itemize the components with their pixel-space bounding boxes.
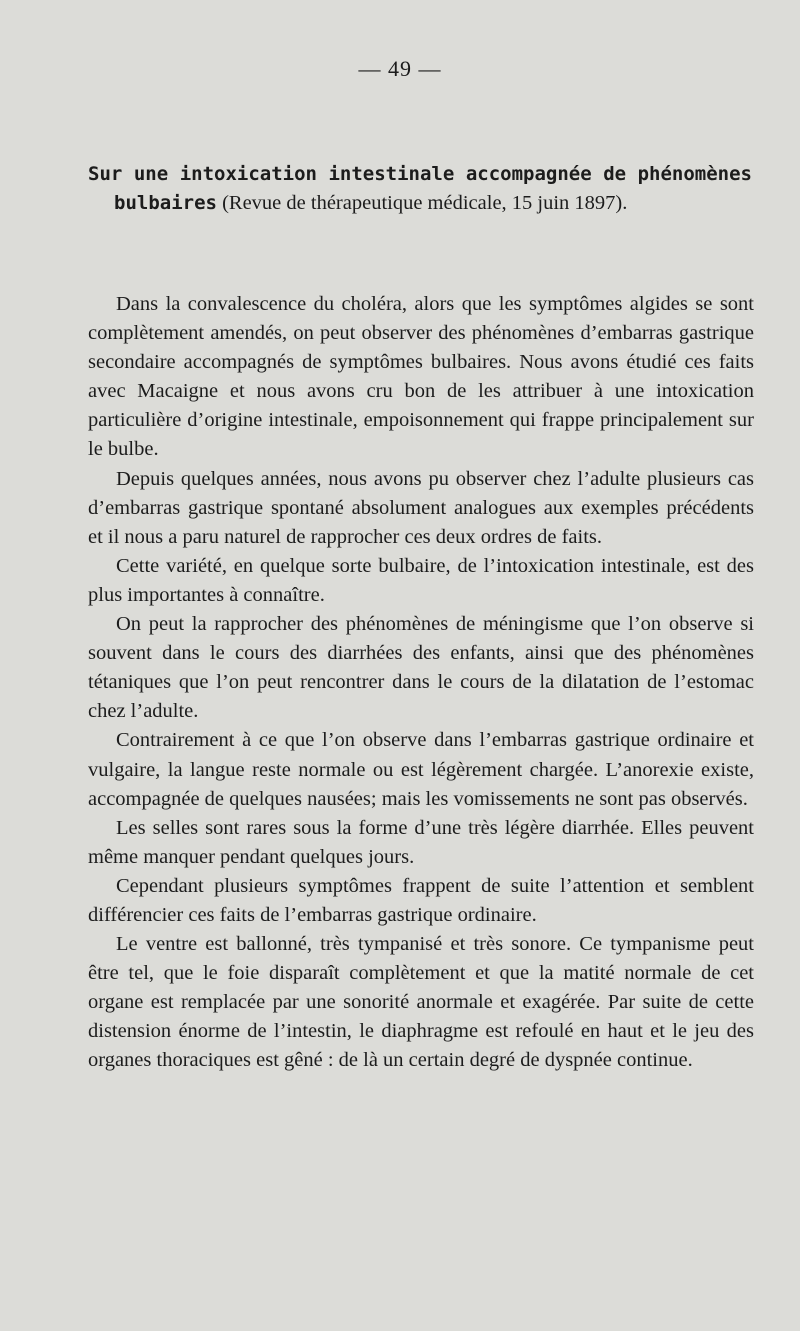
paragraph: Cette variété, en quelque sorte bulbaire, de l’intoxication intestinale, est des plus importantes à connaître. <box>88 554 754 606</box>
entry-citation: (Revue de thérapeutique médicale, 15 juin 1897). <box>216 192 628 214</box>
body-text <box>88 290 754 1076</box>
entry-line <box>88 160 752 218</box>
entry-title: Sur une intoxication intestinale accompagnée de phénomènes bulbaires <box>88 163 752 214</box>
paragraph: Contrairement à ce que l’on observe dans l’embarras gastrique ordinaire et vulgaire, la langue reste normale ou est légèrement chargée. L’anorexie existe, accompagnée de quelques nausées; mais les vomissements ne sont pas observés. <box>88 729 754 810</box>
paragraph: Le ventre est ballonné, très tympanisé et très sonore. Ce tympanisme peut être tel, que le foie disparaît complètement et que la matité normale de cet organe est remplacée par une sonorité anormale et exagérée. Par suite de cette distension énorme de l’intestin, le diaphragme est refoulé en haut et le jeu des organes thoraciques est gêné : de là un certain degré de dyspnée continue. <box>88 933 754 1072</box>
paragraph: Dans la convalescence du choléra, alors que les symptômes algides se sont complètement amendés, on peut observer des phénomènes d’embarras gastrique secondaire accompagnés de symptômes bulbaires. Nous avons étudié ces faits avec Macaigne et nous avons cru bon de les attribuer à une intoxication particulière d’origine intestinale, empoisonnement qui frappe principalement sur le bulbe. <box>88 293 754 461</box>
paragraph: Depuis quelques années, nous avons pu observer chez l’adulte plusieurs cas d’embarras gastrique spontané absolument analogues aux exemples précédents et il nous a paru naturel de rapprocher ces deux ordres de faits. <box>88 467 754 548</box>
paragraph: On peut la rapprocher des phénomènes de méningisme que l’on observe si souvent dans le cours des diarrhées des enfants, ainsi que des phénomènes tétaniques que l’on peut rencontrer dans le cours de la dilatation de l’estomac chez l’adulte. <box>88 613 754 723</box>
bibliography-entry <box>88 160 752 218</box>
paragraph: Les selles sont rares sous la forme d’une très légère diarrhée. Elles peuvent même manquer pendant quelques jours. <box>88 816 754 868</box>
paragraph: Cependant plusieurs symptômes frappent de suite l’attention et semblent différencier ces faits de l’embarras gastrique ordinaire. <box>88 874 754 926</box>
page-number: — 49 — <box>358 56 442 81</box>
